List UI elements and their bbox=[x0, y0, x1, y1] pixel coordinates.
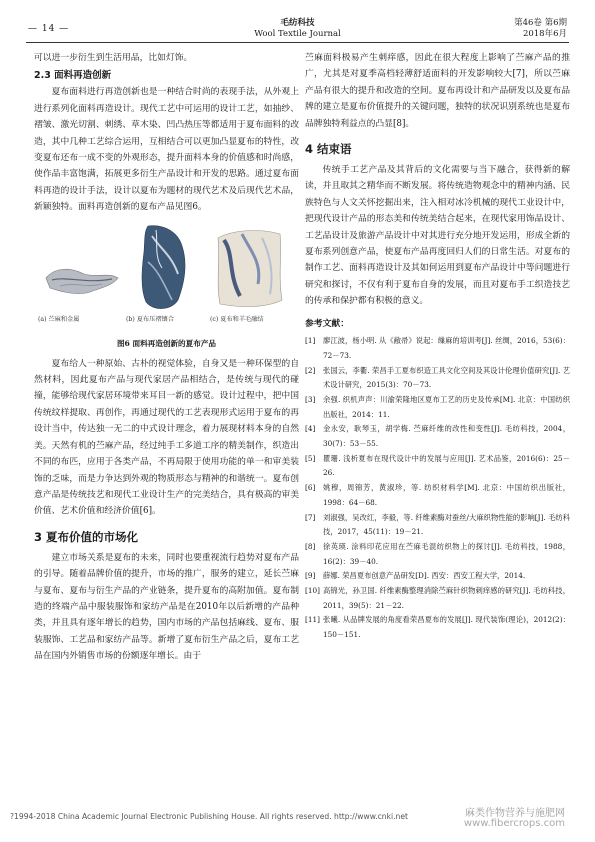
figure-image-b bbox=[134, 222, 194, 314]
reference-item bbox=[305, 511, 570, 540]
reference-text: 姚穆，周锦芳，黄淑珍，等. 纺织材料学[M]. 北京：中国纺织出版社，1998：64－68. bbox=[323, 483, 570, 507]
reference-text: 薛娜. 荣昌夏布创意产品研发[D]. 西安：西安工程大学，2014. bbox=[323, 571, 526, 581]
reference-text: 瞿珊. 浅析夏布在现代设计中的发展与应用[J]. 艺术品鉴，2016(6)：25－26. bbox=[323, 453, 570, 478]
reference-number: [1] bbox=[305, 336, 316, 346]
reference-list bbox=[305, 334, 570, 643]
reference-number: [2] bbox=[305, 365, 316, 375]
issue-info bbox=[514, 18, 567, 40]
figure-title: 图6 面料再造创新的夏布产品 bbox=[116, 338, 217, 348]
reference-number: [8] bbox=[305, 541, 316, 551]
reference-number: [9] bbox=[305, 571, 316, 581]
paragraph: 苎麻面料极易产生刺痒感，因此在很大程度上影响了苎麻产品的推广，尤其是对夏季高档轻薄舒适面料的开发影响较大[7]，所以苎麻产品有很大的提升和改造的空间。夏布再设计和产品研发以及夏布品牌的建立是夏布价值提升的关键问题，独特的状况识别系统也是夏布品牌独特利益点的凸显[8]。 bbox=[305, 53, 570, 129]
section-heading: 4 结束语 bbox=[305, 142, 352, 157]
paragraph: 传统手工艺产品及其背后的文化需要与当下融合，获得新的解读，并且取其之精华而不断发展。将传统造物观念中的精神内涵、民族特色与人文关怀挖掘出来，注入相对冰冷机械的现代工业设计中，把现代设计产品的形态美和传统美结合起来，在现代家用饰品设计、工艺品设计及旅游产品设计中对其进行充分地开发运用，形成全新的夏布系列创意产品，使夏布产品再度回归人们的日常生活。对夏布的制作工艺、面料再造设计及其如何运用到夏布产品设计中等问题进行研究和探讨，不仅有利于夏布自身的发展，而且对夏布手工织造技艺的传承和保护都有积极的意义。 bbox=[305, 165, 570, 307]
reference-text: 刘淑强，吴改红，李毅，等. 纤维素酶对蚕丝/大麻织物性能的影响[J]. 毛纺科技，2017，45(11)：19－21. bbox=[323, 512, 570, 537]
header-divider bbox=[26, 42, 569, 43]
reference-number: [7] bbox=[305, 512, 316, 522]
watermark-url: www.fibercrops.com bbox=[463, 818, 565, 829]
references-heading: 参考文献： bbox=[305, 318, 349, 329]
subsection-heading: 2.3 面料再造创新 bbox=[34, 70, 112, 82]
reference-item bbox=[305, 334, 570, 363]
reference-item bbox=[305, 584, 570, 613]
reference-number: [5] bbox=[305, 453, 316, 463]
reference-item bbox=[305, 393, 570, 422]
reference-text: 金永安，耿琴玉，胡学梅. 苎麻纤维的改性和变性[J]. 毛纺科技，2004，30(7)：53－55. bbox=[323, 424, 570, 449]
reference-text: 廖江波，杨小明. 从《敝帚》说起：缫麻的培训考[J]. 丝绸，2016，53(6)：72－73. bbox=[323, 336, 570, 360]
journal-title bbox=[0, 18, 595, 40]
watermark-text: 麻类作物营养与施肥网 bbox=[465, 808, 565, 819]
figure-image-c bbox=[212, 224, 286, 312]
reference-number: [3] bbox=[305, 394, 316, 404]
reference-item bbox=[305, 540, 570, 569]
journal-name-cn: 毛纺科技 bbox=[280, 18, 315, 28]
volume-issue: 第46卷 第6期 bbox=[514, 18, 567, 28]
page-number: — 14 — bbox=[28, 24, 70, 34]
caption-c: (c) 夏布和羊毛融结 bbox=[210, 315, 264, 323]
reference-item bbox=[305, 569, 570, 584]
journal-name-en: Wool Textile Journal bbox=[254, 29, 341, 39]
caption-b: (b) 夏布压褶镶合 bbox=[126, 315, 174, 323]
left-column bbox=[34, 50, 299, 665]
paragraph: 可以进一步衍生到生活用品，比如灯饰。 bbox=[34, 53, 193, 63]
reference-text: 张国云，李衢. 荣昌手工夏布织造工具文化空间及其设计伦理价值研究[J]. 艺术设计研究，2015(3)：70－73. bbox=[323, 365, 570, 390]
paragraph: 夏布给人一种原始、古朴的视觉体验，自身又是一种环保型的自然材料，因此夏布产品与现代家居产品相结合，是传统与现代的碰撞，能够给现代家居环境带来耳目一新的感觉。设计过程中，把中国传统纹样提取、再创作，再通过现代的工艺表现形式运用于夏布的再设计当中，传达独一无二的中式设计理念，着力展现材料本身的自然美。天然有机的苎麻产品，经过纯手工多道工序的精美制作，织造出不同的布匹，应用于各类产品，不再局限于使用功能的单一和审美装饰的乏味，而是力争达到外观的物质形态与精神的和谐统一。夏布创意产品是传统技艺和现代工业设计生产的完美结合，具有极高的审美价值、艺术价值和经济价值[6]。 bbox=[34, 358, 299, 517]
figure-6 bbox=[34, 220, 299, 338]
reference-text: 高锦光，孙卫国. 纤维素酶整理消除苎麻针织物刺痒感的研究[J]. 毛纺科技，2011，39(5)：21－22. bbox=[323, 586, 570, 610]
reference-number: [6] bbox=[305, 483, 316, 493]
reference-item bbox=[305, 481, 570, 510]
paragraph: 夏布面料进行再造创新也是一种结合时尚的表现手法，从外观上进行系列化面料再造设计。现代工艺中可运用的设计工艺，如抽纱、褶皱、激光切割、刺绣、草木染、凹凸热压等都适用于夏布面料的改造，其中几种工艺综合运用，互相结合可以更加凸显夏布的特性，改变夏布还布一成不变的外观形态，提升面料本身的价值感和时尚感，使作品丰富饱满，拓展更多衍生产品设计和开发的思路。通过夏布面料再造的设计手法，设计以夏布为题材的现代艺术及后现代艺术品，新颖独特。面料再造创新的夏布产品见图6。 bbox=[34, 87, 299, 213]
reference-item bbox=[305, 422, 570, 451]
figure-image-a bbox=[42, 248, 122, 308]
reference-text: 徐英瑛. 涂料印花应用在苎麻毛混纺织物上的探讨[J]. 毛纺科技，1988，16(2)：39－40. bbox=[323, 541, 570, 566]
reference-number: [10] bbox=[305, 586, 320, 596]
issue-date: 2018年6月 bbox=[522, 29, 567, 39]
reference-text: 余强. 织机声声：川渝荣隆地区夏布工艺的历史及传承[M]. 北京：中国纺织出版社，2014：11. bbox=[323, 394, 570, 419]
reference-item bbox=[305, 364, 570, 393]
reference-number: [11] bbox=[305, 615, 320, 625]
reference-item bbox=[305, 452, 570, 481]
section-heading: 3 夏布价值的市场化 bbox=[34, 529, 139, 544]
reference-number: [4] bbox=[305, 424, 316, 434]
paragraph: 建立市场关系是夏布的未来，同时也要重视流行趋势对夏布产品的引导。随着品牌价值的提升，市场的推广，服务的建立，延长苎麻与夏布、夏布与衍生产品的产业链条，提升夏布的高附加值。夏布制造的终端产品中服装服饰和家纺产品是在2010年以后新增的产品种类，并且具有逐年增长的趋势，国内市场的产品包括麻线、夏布、服装服饰、工艺品和家纺产品等。新增了夏布衍生产品之后，夏布工艺品在国内外销售市场的份额逐年增长。由于 bbox=[34, 552, 299, 662]
right-column bbox=[305, 50, 570, 643]
reference-item bbox=[305, 613, 570, 642]
reference-text: 张曦. 从品牌发展的角度看荣昌夏布的发展[J]. 现代装饰(理论)，2012(2)：150－151. bbox=[323, 615, 570, 640]
copyright-notice: ?1994-2018 China Academic Journal Electronic Publishing House. All rights reserved. http://www.cnki.net bbox=[10, 812, 409, 821]
caption-a: (a) 苎麻和金属 bbox=[38, 315, 80, 323]
